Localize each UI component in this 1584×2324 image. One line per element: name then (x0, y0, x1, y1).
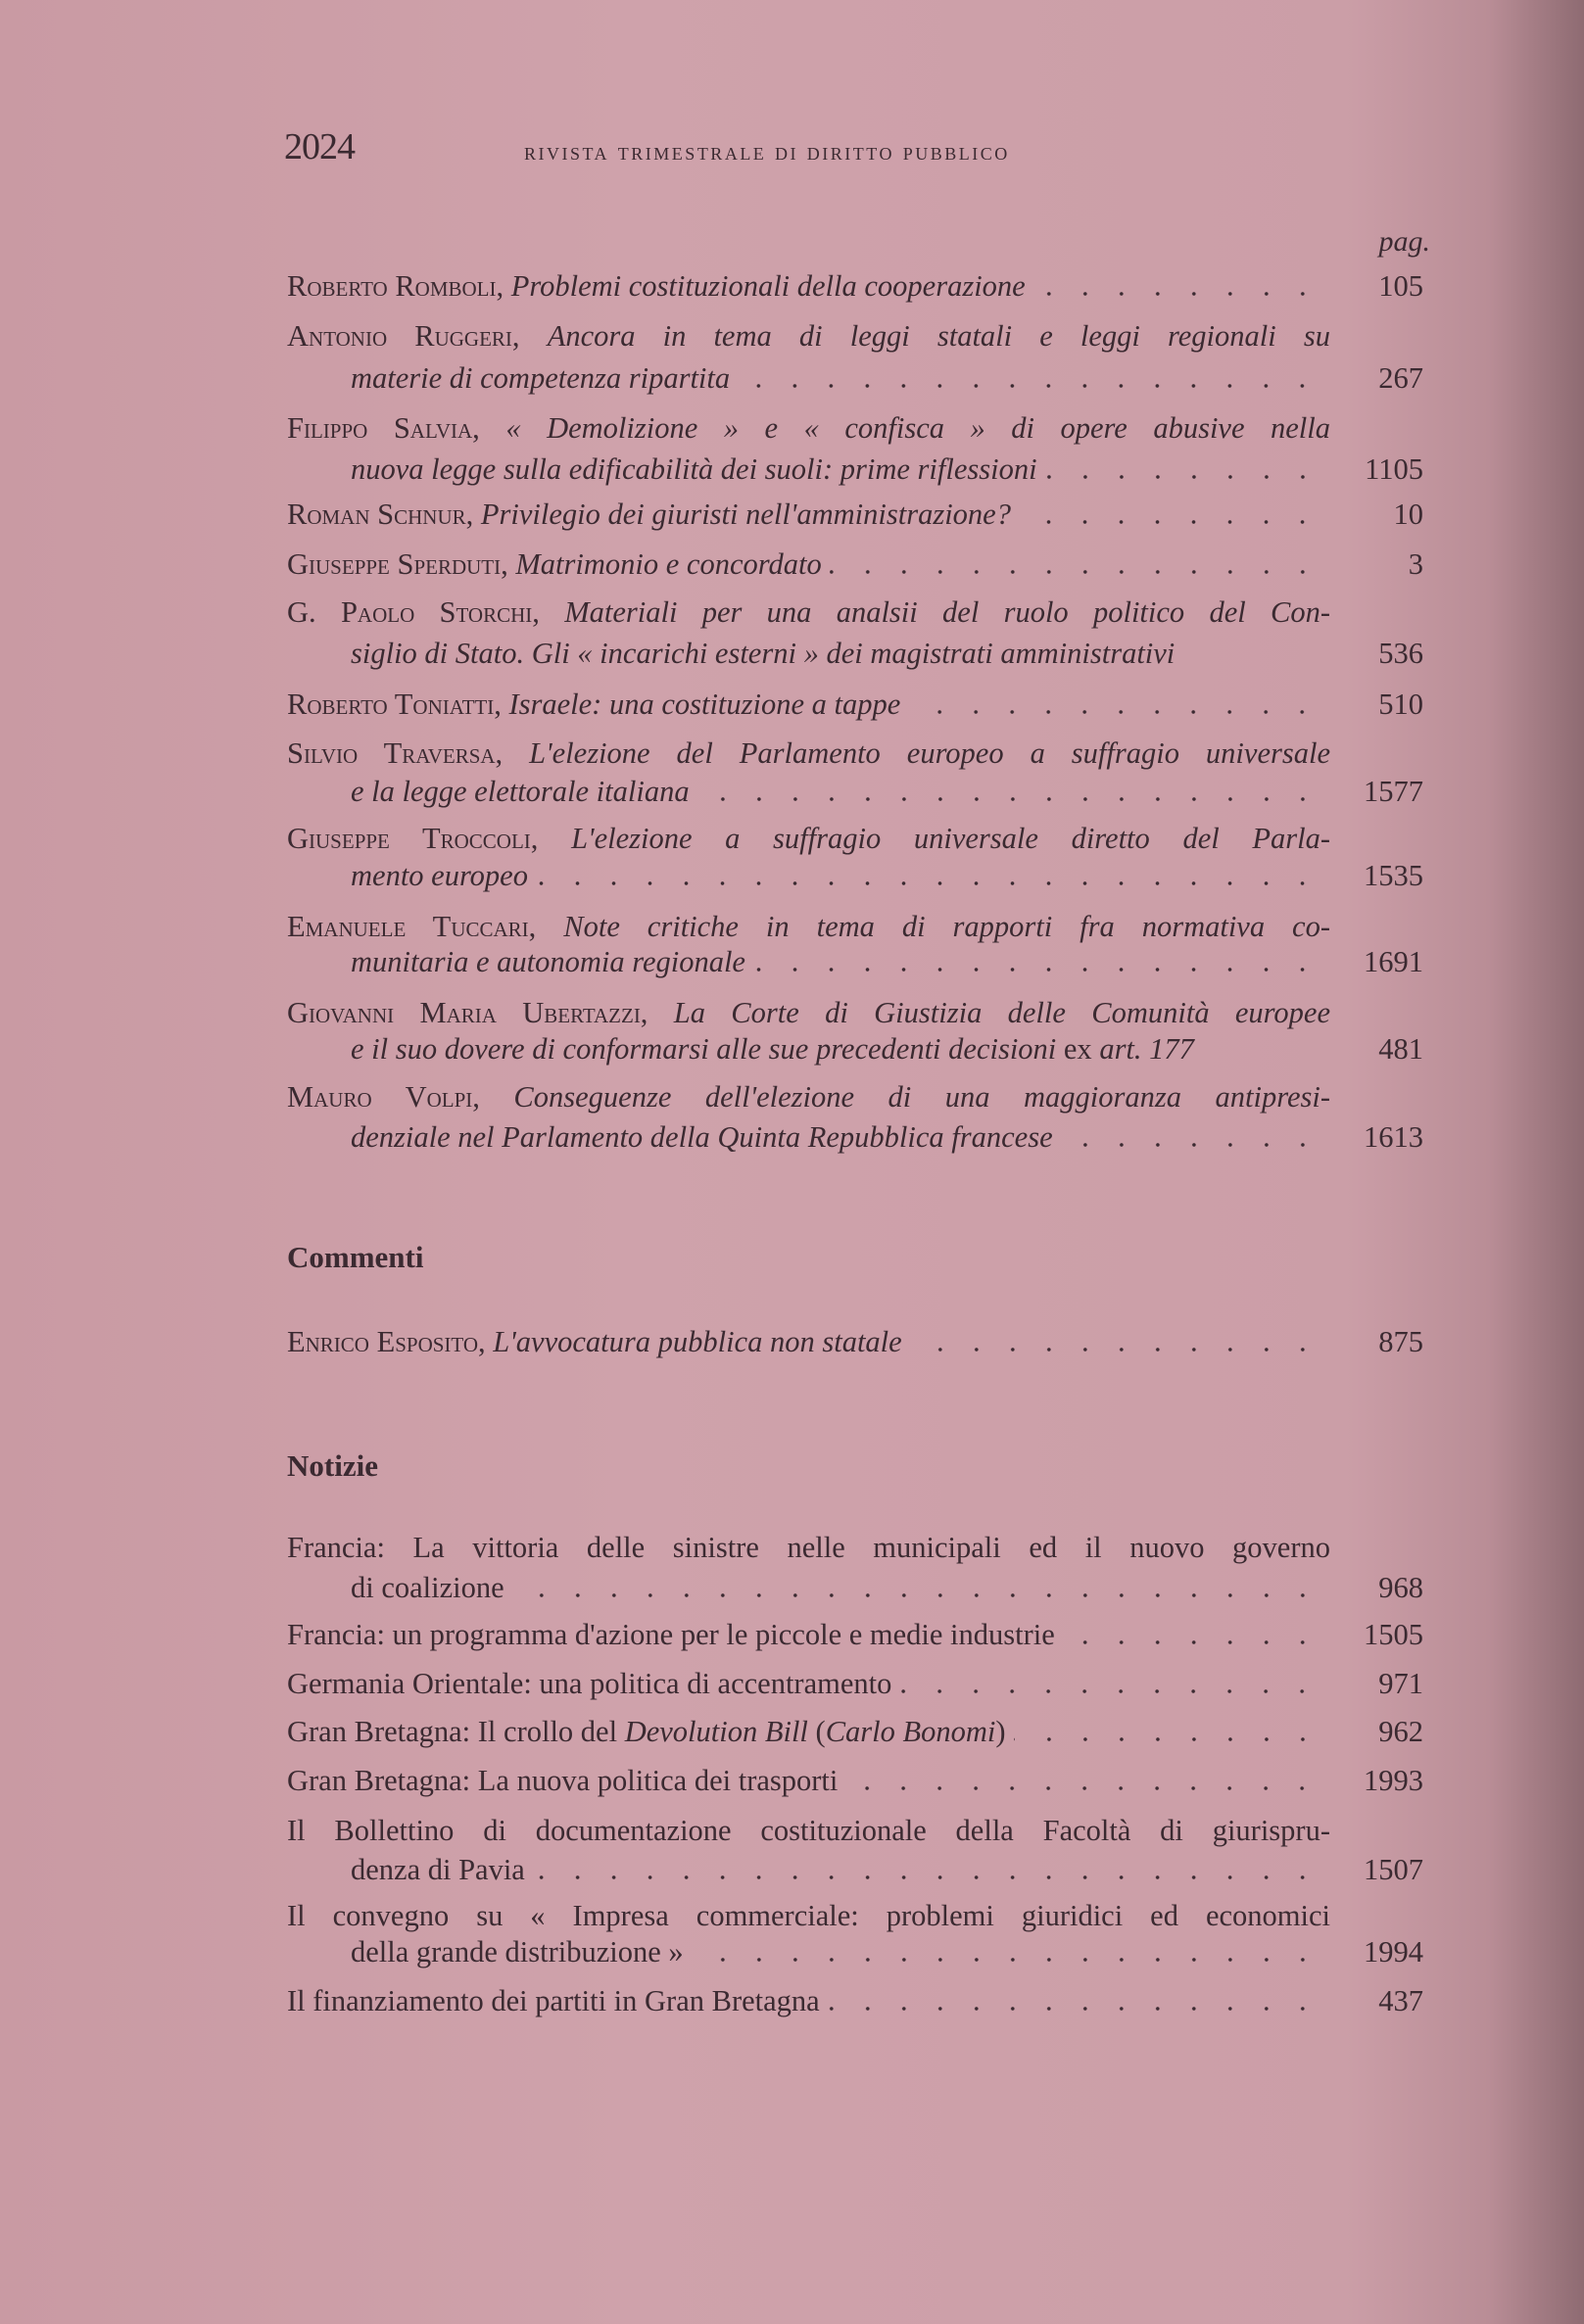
entry-text (351, 634, 1175, 673)
page-ref: 267 (1378, 361, 1423, 395)
page-ref: 875 (1378, 1325, 1423, 1358)
author-name: Giovanni Maria Ubertazzi, (287, 996, 674, 1029)
title-italic: Materiali per una analsii del ruolo politico del Con- (564, 595, 1330, 629)
dot-leader (830, 567, 1320, 577)
dot-leader (692, 1955, 1320, 1965)
entry-text (351, 358, 730, 398)
entry-text-roman: Il Bollettino di documentazione costituzionale della Facoltà di giurispru- (287, 1814, 1330, 1847)
title-italic: art. 177 (1099, 1032, 1194, 1066)
title-italic: munitaria e autonomia regionale (351, 945, 745, 978)
entry-text (287, 411, 1330, 445)
author-name: Filippo Salvia, (287, 411, 506, 445)
page-ref: 437 (1378, 1984, 1423, 2017)
index-entry-line-last (287, 1322, 1423, 1361)
entry-text (287, 996, 1330, 1029)
title-italic: nuova legge sulla edificabilità dei suoli: prime riflessioni (351, 452, 1037, 486)
index-entry-line-last (351, 634, 1423, 673)
index-entry-line-last (351, 450, 1423, 489)
entry-text (287, 1814, 1330, 1847)
entry-text (287, 1531, 1330, 1564)
index-entry-line-last (287, 1664, 1423, 1703)
dot-leader (1063, 1637, 1320, 1647)
page-ref: 105 (1378, 269, 1423, 303)
entry-text (287, 1615, 1055, 1654)
dot-leader (536, 878, 1320, 888)
dot-leader (753, 965, 1320, 974)
index-entry-line (287, 408, 1330, 448)
index-entry-line-last (287, 1615, 1423, 1654)
index-entry-line-last (287, 1981, 1423, 2020)
index-entry-line (287, 734, 1330, 773)
entry-text (351, 1850, 525, 1889)
index-entry-line-last (351, 1029, 1423, 1068)
entry-text (287, 1899, 1330, 1932)
page-ref: 1691 (1364, 945, 1423, 978)
title-italic: e il suo dovere di conformarsi alle sue precedenti decisioni (351, 1032, 1064, 1066)
title-italic: Problemi costituzionali della cooperazione (510, 269, 1026, 303)
page-ref: 10 (1393, 498, 1423, 531)
author-name: Roberto Toniatti, (287, 688, 509, 721)
author-name: Roberto Romboli, (287, 269, 511, 303)
index-entry-line (287, 1077, 1330, 1116)
index-entry-line (287, 1528, 1330, 1567)
entry-text-roman: Il finanziamento dei partiti in Gran Bretagna (287, 1984, 820, 2017)
entry-text (287, 495, 1011, 534)
index-entry-line (287, 819, 1330, 858)
entry-text (287, 1322, 902, 1361)
index-entry-line-last (351, 1932, 1423, 1971)
index-entry-line-last (287, 495, 1423, 534)
entry-text (351, 1029, 1194, 1068)
page-ref: 3 (1408, 547, 1423, 581)
dot-leader (1061, 1140, 1320, 1150)
author-name: Mauro Volpi, (287, 1080, 514, 1114)
dot-leader (1045, 472, 1320, 482)
dot-leader (533, 1873, 1320, 1882)
dot-leader (1014, 1734, 1320, 1744)
dot-leader (738, 381, 1320, 391)
entry-text (287, 822, 1330, 855)
entry-text-roman: denza di Pavia (351, 1853, 525, 1886)
dot-leader (908, 707, 1320, 717)
entry-text-roman: ex (1063, 1032, 1100, 1066)
index-entry-line (287, 316, 1330, 356)
title-italic: Carlo Bonomi (825, 1715, 996, 1748)
page-ref: 1105 (1365, 452, 1423, 486)
page-ref: 1507 (1364, 1853, 1423, 1886)
entry-text (287, 1981, 820, 2020)
title-italic: Ancora in tema di leggi statali e leggi regionali su (547, 319, 1330, 353)
title-italic: materie di competenza ripartita (351, 361, 731, 395)
section-heading-commenti: Commenti (287, 1240, 424, 1274)
running-title: rivista trimestrale di diritto pubblico (524, 139, 1010, 166)
entry-text (287, 1761, 838, 1800)
title-italic: siglio di Stato. Gli « incarichi esterni » dei magistrati amministrativi (351, 637, 1176, 670)
dot-leader (512, 1590, 1320, 1600)
entry-text (287, 736, 1330, 770)
title-italic: Note critiche in tema di rapporti fra normativa co- (563, 910, 1330, 943)
entry-text-roman: Gran Bretagna: La nuova politica dei trasporti (287, 1764, 839, 1797)
entry-text (287, 910, 1330, 943)
index-entry-line-last (287, 685, 1423, 724)
index-entry-line-last (287, 1712, 1423, 1751)
title-italic: Conseguenze dell'elezione di una maggioranza antipresi- (513, 1080, 1330, 1114)
page-number: 2024 (284, 126, 355, 167)
title-italic: L'elezione a suffragio universale diretto del Parla- (571, 822, 1330, 855)
entry-text-roman: Il convegno su « Impresa commerciale: problemi giuridici ed economici (287, 1899, 1330, 1932)
entry-text-roman: ) (995, 1715, 1006, 1748)
page-ref: 1994 (1364, 1935, 1423, 1968)
entry-text-roman: della grande distribuzione » (351, 1935, 684, 1968)
entry-text (287, 319, 1330, 353)
index-entry-line-last (351, 1117, 1423, 1157)
entry-text (351, 450, 1037, 489)
entry-text-roman: ( (807, 1715, 826, 1748)
entry-text-roman: Francia: La vittoria delle sinistre nelle municipali ed il nuovo governo (287, 1531, 1330, 1564)
entry-text (287, 685, 900, 724)
dot-leader (1019, 517, 1320, 527)
author-name: Roman Schnur, (287, 498, 481, 531)
index-entry-line (287, 593, 1330, 632)
author-name: Enrico Esposito, (287, 1325, 494, 1358)
title-italic: Devolution Bill (624, 1715, 808, 1748)
entry-text (287, 1664, 891, 1703)
author-name: Giuseppe Sperduti, (287, 547, 516, 581)
index-entry-line (287, 907, 1330, 946)
title-italic: Matrimonio e concordato (515, 547, 822, 581)
page-ref: 510 (1378, 688, 1423, 721)
page-ref: 1577 (1364, 775, 1423, 808)
entry-text (351, 1117, 1053, 1157)
title-italic: mento europeo (351, 859, 528, 892)
entry-text (287, 266, 1026, 306)
page-ref: 968 (1378, 1571, 1423, 1604)
section-heading-notizie: Notizie (287, 1448, 378, 1483)
page-ref: 1505 (1364, 1618, 1423, 1651)
index-entry-line-last (287, 545, 1423, 584)
index-entry-line-last (351, 1850, 1423, 1889)
entry-text (351, 1568, 504, 1607)
index-entry-line-last (287, 266, 1423, 306)
page-ref: 1993 (1364, 1764, 1423, 1797)
entry-text (351, 942, 745, 981)
title-italic: e la legge elettorale italiana (351, 775, 690, 808)
dot-leader (1033, 289, 1320, 299)
page-ref: 1535 (1364, 859, 1423, 892)
index-entry-line-last (351, 942, 1423, 981)
page-ref: 481 (1378, 1032, 1423, 1066)
page-ref: 536 (1378, 637, 1423, 670)
title-italic: L'elezione del Parlamento europeo a suffragio universale (529, 736, 1330, 770)
author-name: G. Paolo Storchi, (287, 595, 565, 629)
title-italic: Israele: una costituzione a tappe (508, 688, 901, 721)
title-italic: La Corte di Giustizia delle Comunità europee (673, 996, 1330, 1029)
index-entry-line (287, 993, 1330, 1032)
entry-text (287, 1712, 1006, 1751)
index-entry-line-last (287, 1761, 1423, 1800)
page-ref: 1613 (1364, 1120, 1423, 1154)
pag-label: pag. (1378, 225, 1430, 258)
index-entry-line-last (351, 856, 1423, 895)
entry-text-roman: di coalizione (351, 1571, 504, 1604)
title-italic: « Demolizione » e « confisca » di opere abusive nella (505, 411, 1330, 445)
entry-text-roman: Francia: un programma d'azione per le piccole e medie industrie (287, 1618, 1055, 1651)
title-italic: Privilegio dei giuristi nell'amministrazione? (480, 498, 1011, 531)
author-name: Giuseppe Troccoli, (287, 822, 572, 855)
title-italic: L'avvocatura pubblica non statale (493, 1325, 902, 1358)
page-ref: 971 (1378, 1667, 1423, 1700)
index-entry-line-last (351, 358, 1423, 398)
title-italic: denziale nel Parlamento della Quinta Repubblica francese (351, 1120, 1053, 1154)
entry-text (287, 545, 822, 584)
dot-leader (845, 1783, 1320, 1793)
index-entry-line-last (351, 772, 1423, 811)
entry-text (351, 1932, 684, 1971)
author-name: Emanuele Tuccari, (287, 910, 564, 943)
dot-leader (828, 2004, 1320, 2014)
dot-leader (910, 1345, 1320, 1354)
author-name: Antonio Ruggeri, (287, 319, 548, 353)
index-entry-line (287, 1896, 1330, 1935)
entry-text (287, 1080, 1330, 1114)
index-entry-line (287, 1811, 1330, 1850)
entry-text-roman: Germania Orientale: una politica di accentramento (287, 1667, 892, 1700)
entry-text (351, 772, 690, 811)
index-entry-line-last (351, 1568, 1423, 1607)
entry-text (351, 856, 528, 895)
entry-text-roman: Gran Bretagna: Il crollo del (287, 1715, 625, 1748)
entry-text (287, 595, 1330, 629)
dot-leader (899, 1686, 1320, 1696)
dot-leader (697, 794, 1320, 804)
page-ref: 962 (1378, 1715, 1423, 1748)
author-name: Silvio Traversa, (287, 736, 530, 770)
